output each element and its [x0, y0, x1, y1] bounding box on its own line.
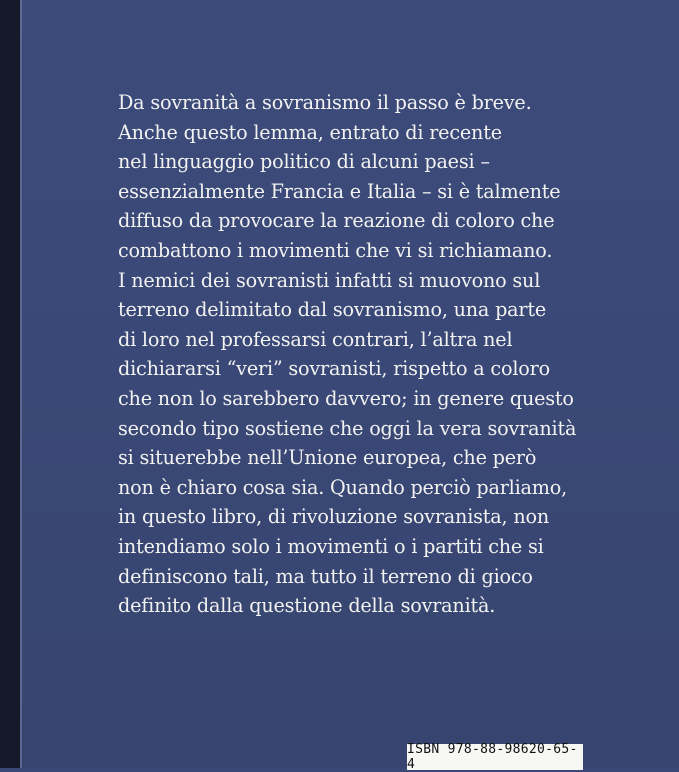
blurb-line: intendiamo solo i movimenti o i partiti che si [118, 534, 544, 558]
blurb-line: dichiararsi “veri” sovranisti, rispetto a coloro [118, 357, 550, 381]
blurb-line: che non lo sarebbero davvero; in genere questo [118, 386, 574, 410]
book-spine [0, 0, 20, 768]
blurb-line: essenzialmente Francia e Italia – si è talmente [118, 179, 561, 203]
blurb-line: secondo tipo sostiene che oggi la vera sovranità [118, 416, 577, 440]
blurb-line: si situerebbe nell’Unione europea, che però [118, 446, 537, 470]
blurb-line: diffuso da provocare la reazione di coloro che [118, 209, 555, 233]
blurb-line: Da sovranità a sovranismo il passo è breve. [118, 91, 532, 114]
blurb-line: I nemici dei sovranisti infatti si muovono sul [118, 268, 541, 292]
blurb-line: definiscono tali, ma tutto il terreno di gioco [118, 564, 533, 588]
blurb-line: definito dalla questione della sovranità. [118, 594, 496, 618]
blurb-line: Anche questo lemma, entrato di recente [118, 120, 502, 144]
blurb-line: di loro nel professarsi contrari, l’altra nel [118, 327, 513, 351]
blurb-line: in questo libro, di rivoluzione sovranista, non [118, 505, 550, 529]
blurb-line: terreno delimitato dal sovranismo, una parte [118, 298, 547, 322]
blurb-line: nel linguaggio politico di alcuni paesi – [118, 150, 490, 174]
blurb-line: combattono i movimenti che vi si richiamano. [118, 238, 553, 262]
blurb-text [118, 88, 658, 621]
blurb-line: non è chiaro cosa sia. Quando perciò parliamo, [118, 475, 568, 499]
isbn-label: ISBN 978-88-98620-65-4 [407, 744, 583, 770]
